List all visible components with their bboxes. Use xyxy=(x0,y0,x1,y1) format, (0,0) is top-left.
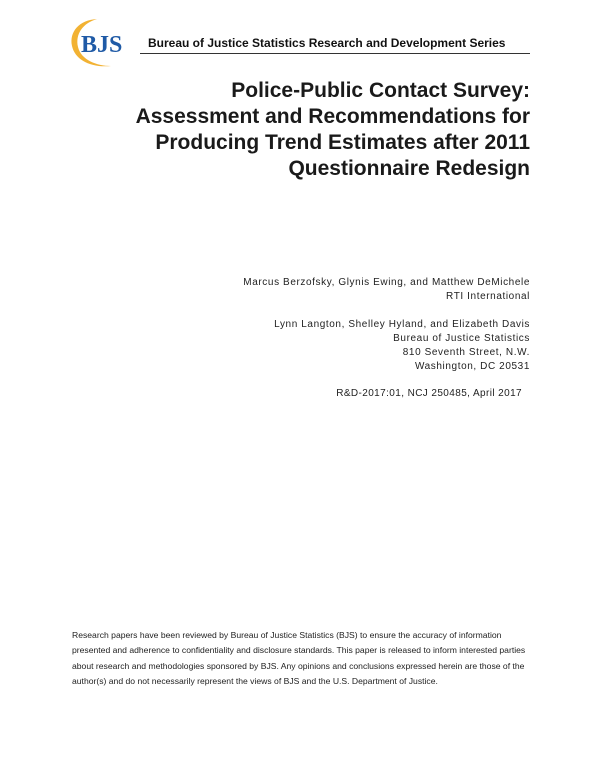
bjs-logo xyxy=(67,16,137,72)
author-affiliation-rti: RTI International xyxy=(446,291,530,302)
author-names-bjs: Lynn Langton, Shelley Hyland, and Elizabeth Davis xyxy=(274,319,530,330)
title-line: Assessment and Recommendations for xyxy=(135,105,530,128)
disclaimer-paragraph: Research papers have been reviewed by Bureau of Justice Statistics (BJS) to ensure the accuracy of information presented and adherence to confidentiality and disclosure standards. This paper is released to inform interested parties about research and methodologies sponsored by BJS. Any opinions and conclusions expressed herein are those of the author(s) and do not necessarily represent the views of BJS and the U.S. Department of Justice. xyxy=(72,630,526,687)
report-title xyxy=(60,78,530,182)
title-line: Police-Public Contact Survey: xyxy=(231,79,530,102)
logo-text: BJS xyxy=(81,32,123,58)
series-title: Bureau of Justice Statistics Research and Development Series xyxy=(148,36,506,50)
address-city: Washington, DC 20531 xyxy=(414,361,530,372)
author-block xyxy=(243,276,530,374)
title-line: Questionnaire Redesign xyxy=(288,157,530,180)
report-identifier: R&D-2017:01, NCJ 250485, April 2017 xyxy=(336,388,522,399)
title-line: Producing Trend Estimates after 2011 xyxy=(155,131,530,154)
address-street: 810 Seventh Street, N.W. xyxy=(402,347,530,358)
author-names-rti: Marcus Berzofsky, Glynis Ewing, and Matthew DeMichele xyxy=(243,277,530,288)
author-affiliation-bjs: Bureau of Justice Statistics xyxy=(393,333,530,344)
header-divider xyxy=(140,53,530,54)
